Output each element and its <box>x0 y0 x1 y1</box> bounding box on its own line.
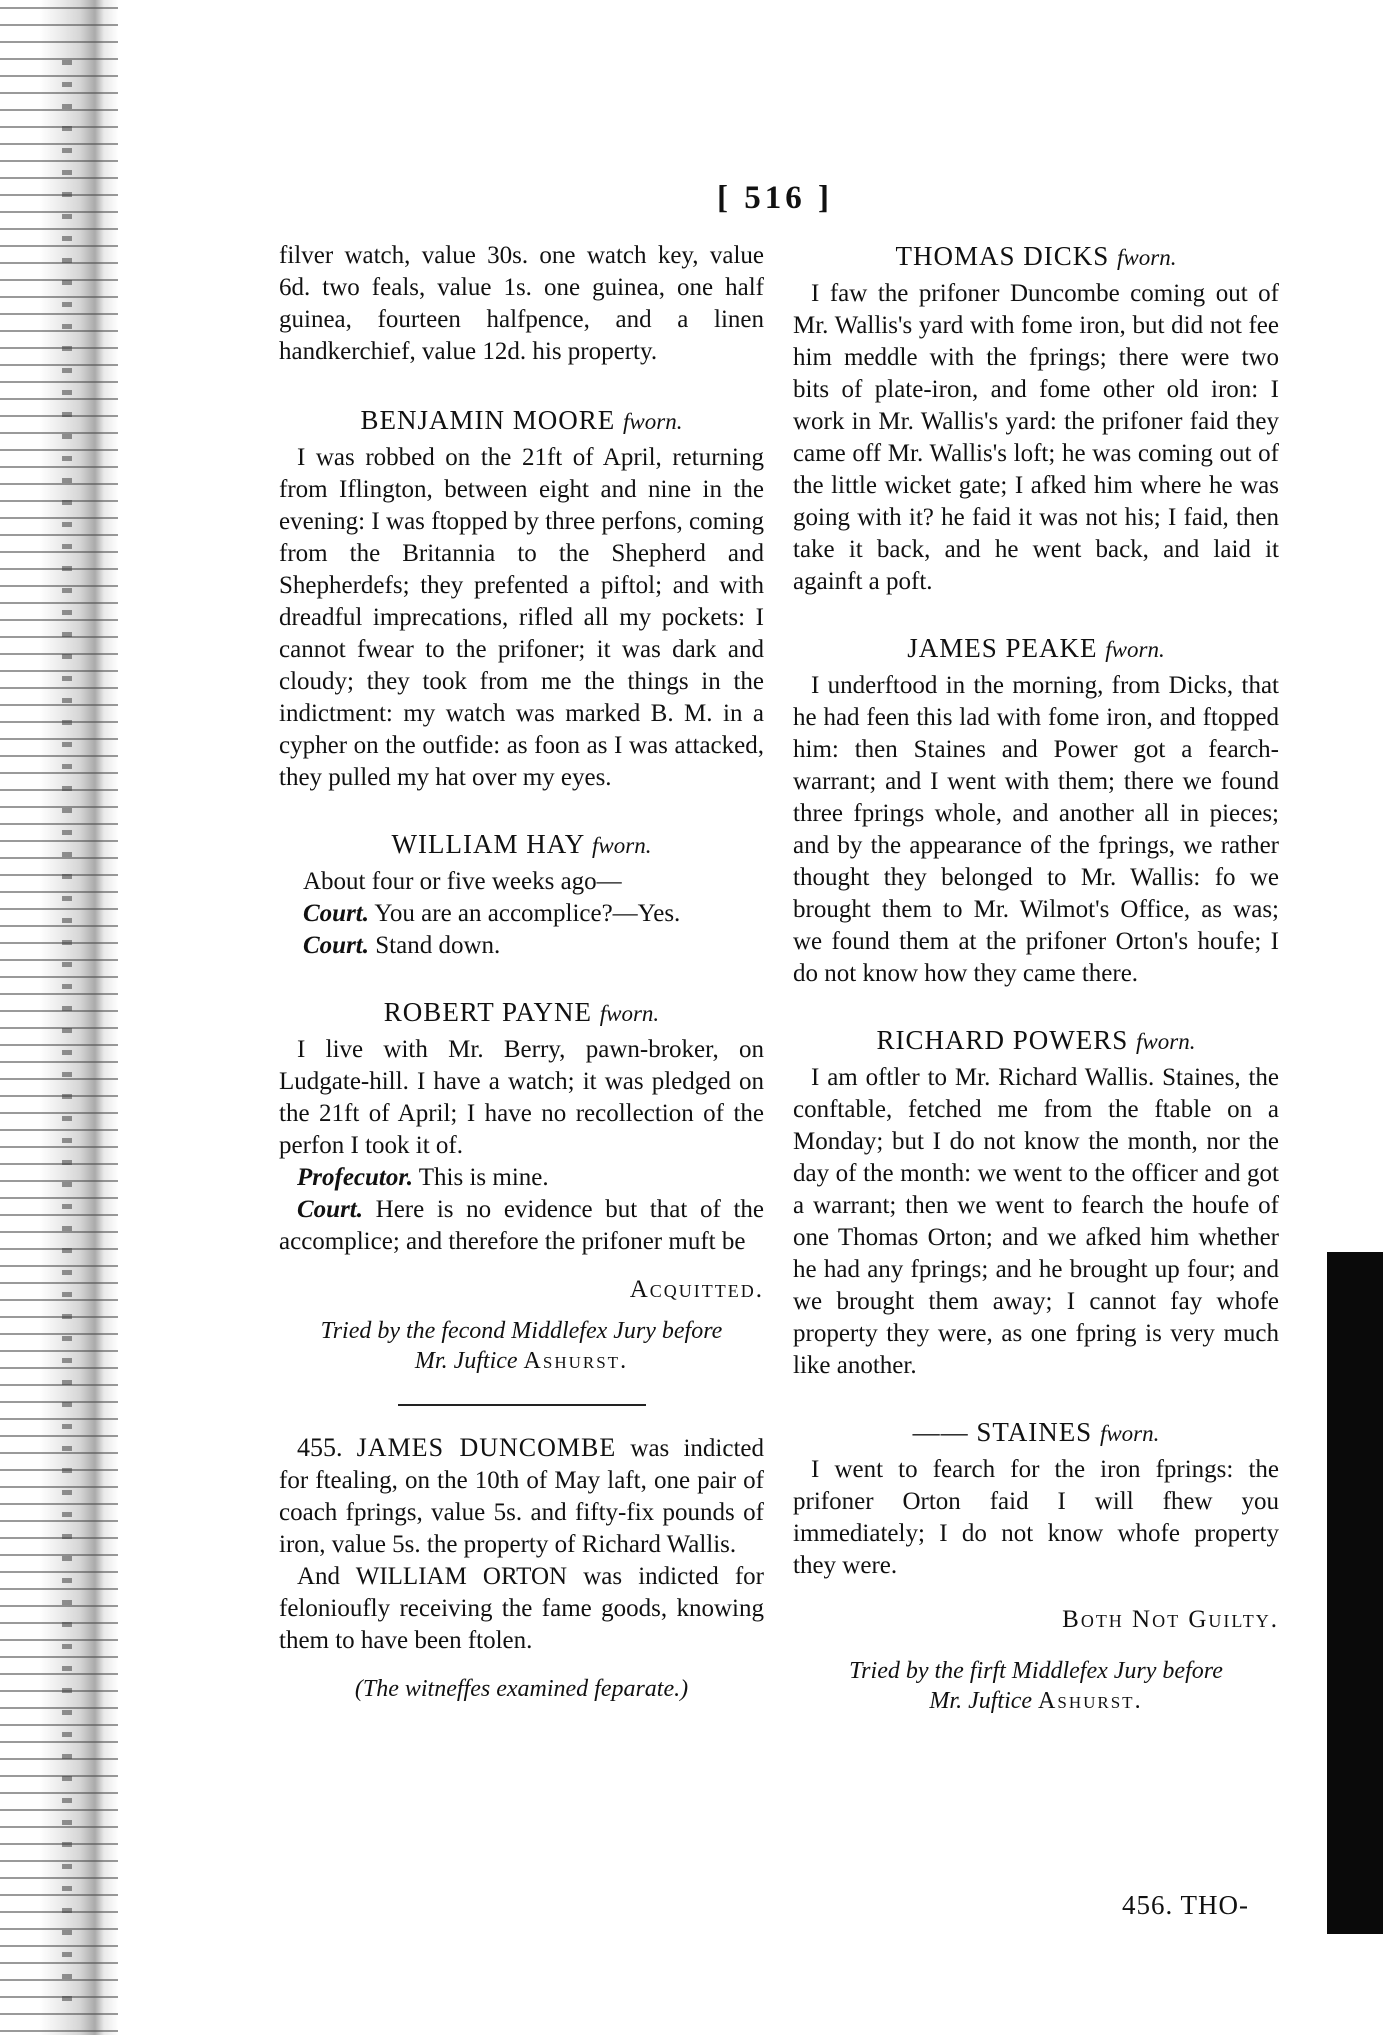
exchange-text: This is mine. <box>418 1164 549 1191</box>
sworn-label: fworn. <box>623 409 683 434</box>
case-receiver <box>279 1561 764 1657</box>
court-line <box>279 1194 764 1258</box>
testimony-powers: I am oftler to Mr. Richard Wallis. Staines, the conftable, fetched me from the ftable on a Monday; but I do not know the month, nor the day of the month: we went to the officer and got a warrant; then we went to fearch the houfe of one Thomas Orton; and we afked him whether he had any fprings; and he brought up four; and we brought them away; I cannot fay whofe property they were, as one fpring is very much like another. <box>793 1064 1279 1379</box>
receiver-text: was indicted for felonioufly receiving the fame goods, knowing them to have been ftolen. <box>279 1563 764 1654</box>
testimony-peake: I underftood in the morning, from Dicks, that he had feen this lad with fome iron, and ftopped him: then Staines and Power got a fearch-warrant; and I went with them; there we found three fprings whole, and another all in pieces; and by the appearance of the fprings, we rather thought they belonged to Mr. Wallis: fo we brought them to Mr. Wilmot's Office, as was; we found them at the prifoner Orton's houfe; I do not know how they came there. <box>793 672 1279 987</box>
verdict: Acquitted. <box>629 1276 764 1303</box>
testimony-payne: I live with Mr. Berry, pawn-broker, on Ludgate-hill. I have a watch; it was pledged on the 21ft of April; I have no recollection of the perfon I took it of. <box>279 1036 764 1159</box>
speaker-label: Court. <box>303 932 370 959</box>
witness-heading-moore <box>279 404 764 438</box>
page-number: [ 516 ] <box>717 180 833 216</box>
speaker-label: Profecutor. <box>297 1164 413 1191</box>
intro-paragraph: filver watch, value 30s. one watch key, value 6d. two feals, value 1s. one guinea, one half guinea, fourteen halfpence, and a linen handkerchief, value 12d. his property. <box>279 242 764 365</box>
witness-heading-hay <box>279 828 764 862</box>
witness-heading-payne <box>279 996 764 1030</box>
section-divider <box>398 1404 646 1406</box>
tried-line-1: Tried by the fecond Middlefex Jury before <box>320 1318 723 1344</box>
edge-scan-bar <box>1327 1252 1383 1934</box>
case-number: 455. <box>297 1433 343 1462</box>
testimony-dicks: I faw the prifoner Duncombe coming out of Mr. Wallis's yard with fome iron, but did not fee him meddle with the fprings; there were two bits of plate-iron, and fome other old iron: I work in Mr. Wallis's yard: the prifoner faid they came off Mr. Wallis's loft; he was coming out of the little wicket gate; I afked him where he was going with it? he faid it was not his; I faid, then take it back, and he went back, and laid it againft a poft. <box>793 280 1279 595</box>
sworn-label: fworn. <box>1105 637 1165 662</box>
case-indictment <box>279 1432 764 1561</box>
court-exchange <box>279 898 764 930</box>
exchange-text: Here is no evidence but that of the accomplice; and therefore the prifoner muft be <box>279 1196 764 1255</box>
tried-before <box>279 1316 764 1376</box>
verdict: Both Not Guilty. <box>1062 1606 1279 1633</box>
court-exchange <box>279 930 764 962</box>
catchword: 456. THO- <box>1122 1890 1249 1920</box>
tried-line-2: Mr. Juftice <box>414 1348 518 1374</box>
testimony-line: About four or five weeks ago— <box>303 868 622 895</box>
receiver-prefix: And <box>297 1563 341 1590</box>
prosecutor-line <box>279 1162 764 1194</box>
exchange-text: Stand down. <box>375 932 501 959</box>
testimony-hay <box>279 866 764 962</box>
witness-name: WILLIAM HAY <box>391 829 585 859</box>
witness-name: JAMES PEAKE <box>907 633 1098 663</box>
testimony-moore: I was robbed on the 21ft of April, returning from Iflington, between eight and nine in the evening: I was ftopped by three perfons, coming from the Britannia to the Shepherd and Shepherdefs; they prefented a piftol; and with dreadful imprecations, rifled all my pockets: I cannot fwear to the prifoner; it was dark and cloudy; they took from me the things in the indictment: my watch was marked B. M. in a cypher on the outfide: as foon as I was attacked, they pulled my hat over my eyes. <box>279 444 764 791</box>
tried-before <box>793 1656 1279 1716</box>
witness-heading-powers <box>793 1024 1279 1058</box>
exchange-text: You are an accomplice?—Yes. <box>374 900 681 927</box>
defendant-name: JAMES DUNCOMBE <box>356 1433 617 1462</box>
witness-heading-staines <box>793 1416 1279 1450</box>
left-column <box>279 240 764 1705</box>
tried-line-1: Tried by the firft Middlefex Jury before <box>849 1658 1223 1684</box>
sworn-label: fworn. <box>1117 245 1177 270</box>
witness-name: —— STAINES <box>912 1417 1093 1447</box>
sworn-label: fworn. <box>1099 1421 1160 1446</box>
indictment-text: was indicted for ftealing, on the 10th of May laft, one pair of coach fprings, value 5s. and fifty-fix pounds of iron, value 5s. the property of Richard Wallis. <box>279 1435 764 1558</box>
defendant-name: WILLIAM ORTON <box>355 1563 568 1590</box>
witness-heading-peake <box>793 632 1279 666</box>
sworn-label: fworn. <box>1136 1029 1196 1054</box>
witness-name: RICHARD POWERS <box>876 1025 1129 1055</box>
speaker-label: Court. <box>303 900 370 927</box>
witness-name: ROBERT PAYNE <box>383 997 592 1027</box>
judge-name: Ashurst. <box>523 1348 629 1374</box>
tried-line-2: Mr. Juftice <box>929 1688 1033 1714</box>
speaker-label: Court. <box>297 1196 364 1223</box>
witness-heading-dicks <box>793 240 1279 274</box>
sworn-label: fworn. <box>599 1001 660 1026</box>
testimony-staines: I went to fearch for the iron fprings: the prifoner Orton faid I will fhew you immediately; I do not know whofe property they were. <box>793 1456 1279 1579</box>
right-column <box>793 240 1279 1716</box>
witness-name: THOMAS DICKS <box>895 241 1110 271</box>
judge-name: Ashurst. <box>1038 1688 1143 1714</box>
witness-name: BENJAMIN MOORE <box>360 405 616 435</box>
witness-note: (The witneffes examined feparate.) <box>354 1676 689 1702</box>
sworn-label: fworn. <box>592 833 652 858</box>
binding-edge <box>0 0 118 2035</box>
